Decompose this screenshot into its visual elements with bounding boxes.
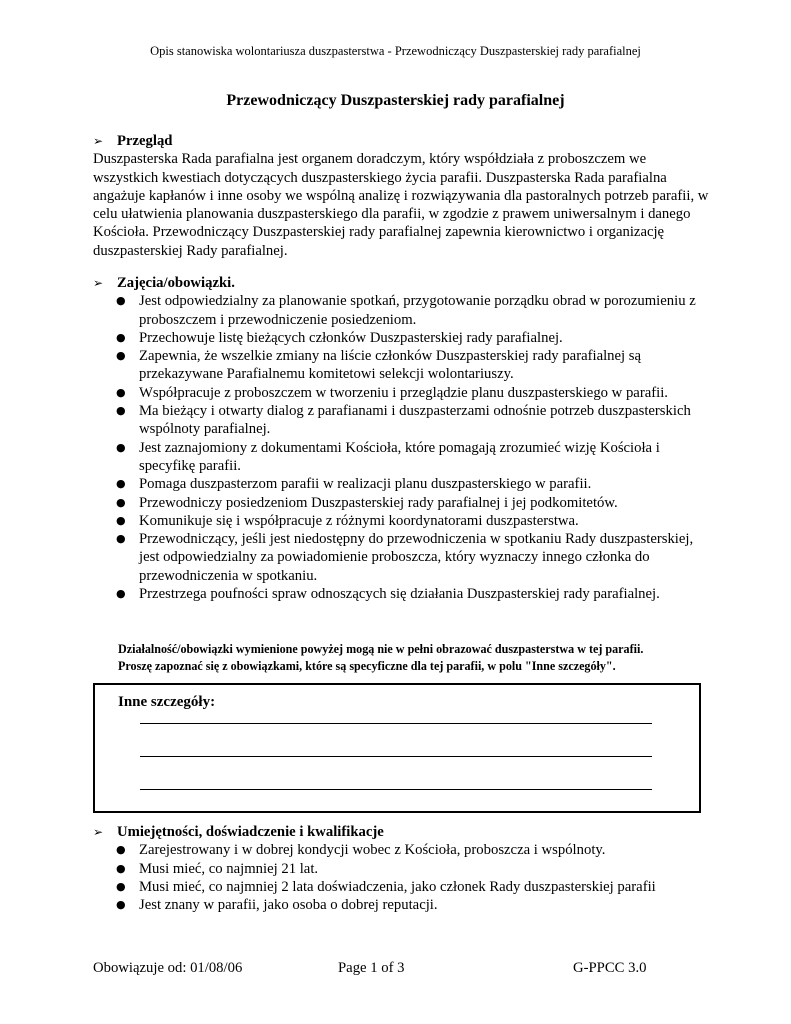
bullet-icon: ● — [116, 440, 126, 454]
list-item: ● Musi mieć, co najmniej 21 lat. — [116, 860, 319, 877]
details-input-line[interactable] — [140, 723, 652, 724]
bullet-icon: ● — [116, 587, 126, 601]
bullet-icon: ● — [116, 294, 126, 308]
footer-document-code: G-PPCC 3.0 — [573, 960, 647, 976]
list-item: ● Przewodniczy posiedzeniom Duszpasterskiej rady parafialnej i jej podkomitetów. — [116, 494, 618, 511]
list-item: ● Jest znany w parafii, jako osoba o dobrej reputacji. — [116, 897, 438, 914]
bullet-icon: ● — [116, 843, 126, 857]
bullet-icon: ● — [116, 879, 126, 893]
note-line-2: Proszę zapoznać się z obowiązkami, które są specyficzne dla tej parafii, w polu "Inne szczegóły". — [118, 659, 616, 673]
list-item: ● Komunikuje się i współpracuje z różnymi koordynatorami duszpasterstwa. — [116, 512, 579, 529]
overview-section — [93, 132, 713, 260]
footer-page-number: Page 1 of 3 — [338, 960, 405, 976]
arrow-bullet-icon: ➢ — [93, 825, 104, 839]
list-item: ● Ma bieżący i otwarty dialog z parafianami i duszpasterzami odnośnie potrzeb duszpasterskich wspólnoty parafialnej. — [116, 403, 691, 438]
disclaimer-note — [118, 641, 708, 675]
bullet-icon: ● — [116, 330, 126, 344]
list-item: ● Musi mieć, co najmniej 2 lata doświadczenia, jako członek Rady duszpasterskiej parafii — [116, 878, 656, 895]
bullet-icon: ● — [116, 349, 126, 363]
list-item: ● Zapewnia, że wszelkie zmiany na liście członków Duszpasterskiej rady parafialnej są przekazywane Parafialnemu komitetowi selekcji wolontariuszy. — [116, 348, 642, 383]
overview-heading: Przegląd — [117, 133, 173, 149]
list-item: ● Przechowuje listę bieżących członków Duszpasterskiej rady parafialnej. — [116, 329, 563, 346]
bullet-icon: ● — [116, 513, 126, 527]
list-item: ● Pomaga duszpasterzom parafii w realizacji planu duszpasterskiego w parafii. — [116, 476, 592, 493]
details-input-line[interactable] — [140, 789, 652, 790]
other-details-label: Inne szczegóły: — [118, 694, 216, 710]
list-item: ● Jest odpowiedzialny za planowanie spotkań, przygotowanie porządku obrad w porozumieniu z proboszczem i przewodniczenie posiedzeniom. — [116, 293, 696, 328]
list-item: ● Jest zaznajomiony z dokumentami Kościoła, które pomagają zrozumieć wizję Kościoła i specyfikę parafii. — [116, 439, 660, 474]
duties-section — [93, 274, 713, 603]
note-line-1: Działalność/obowiązki wymienione powyżej mogą nie w pełni obrazować duszpasterstwa w tej parafii. — [118, 642, 644, 656]
page-title: Przewodniczący Duszpasterskiej rady parafialnej — [226, 92, 565, 109]
skills-list — [93, 841, 713, 914]
arrow-bullet-icon: ➢ — [93, 276, 104, 290]
other-details-box — [93, 683, 701, 813]
bullet-icon: ● — [116, 385, 126, 399]
bullet-icon: ● — [116, 477, 126, 491]
bullet-icon: ● — [116, 898, 126, 912]
skills-heading: Umiejętności, doświadczenie i kwalifikacje — [117, 824, 384, 840]
duties-heading: Zajęcia/obowiązki. — [117, 275, 235, 291]
list-item: ● Współpracuje z proboszczem w tworzeniu i przeglądzie planu duszpasterskiego w parafii. — [116, 384, 668, 401]
bullet-icon: ● — [116, 404, 126, 418]
duties-list — [93, 292, 713, 603]
overview-text: Duszpasterska Rada parafialna jest organem doradczym, który współdziała z proboszczem we wszystkich kwestiach dotyczących duszpasterskiego życia parafii. Duszpasterska Rada parafialna angażuje kapłanów i inne osoby we wspólną analizę i rozwiązywania dla pastoralnych potrzeb parafii, w celu ułatwienia planowania duszpasterskiego dla parafii, w zgodzie z prawem uniwersalnym i danego Kościoła. Przewodniczący Duszpasterskiej rady parafialnej zapewnia kierownictwo i organizację duszpasterskiej Rady parafialnej. — [93, 151, 709, 259]
details-input-line[interactable] — [140, 756, 652, 757]
skills-section — [93, 823, 713, 914]
running-header: Opis stanowiska wolontariusza duszpasterstwa - Przewodniczący Duszpasterskiej rady parafialnej — [150, 44, 641, 58]
arrow-bullet-icon: ➢ — [93, 134, 104, 148]
footer-effective-date: Obowiązuje od: 01/08/06 — [93, 960, 243, 976]
bullet-icon: ● — [116, 861, 126, 875]
list-item: ● Przestrzega poufności spraw odnoszących się działania Duszpasterskiej rady parafialnej. — [116, 586, 660, 603]
list-item: ● Zarejestrowany i w dobrej kondycji wobec z Kościoła, proboszcza i wspólnoty. — [116, 842, 606, 859]
bullet-icon: ● — [116, 532, 126, 546]
bullet-icon: ● — [116, 495, 126, 509]
list-item: ● Przewodniczący, jeśli jest niedostępny do przewodniczenia w spotkaniu Rady duszpasterskiej, jest odpowiedzialny za powiadomienie proboszcza, który wyznaczy innego członka do przewodniczenia w spotkaniu. — [116, 531, 694, 584]
